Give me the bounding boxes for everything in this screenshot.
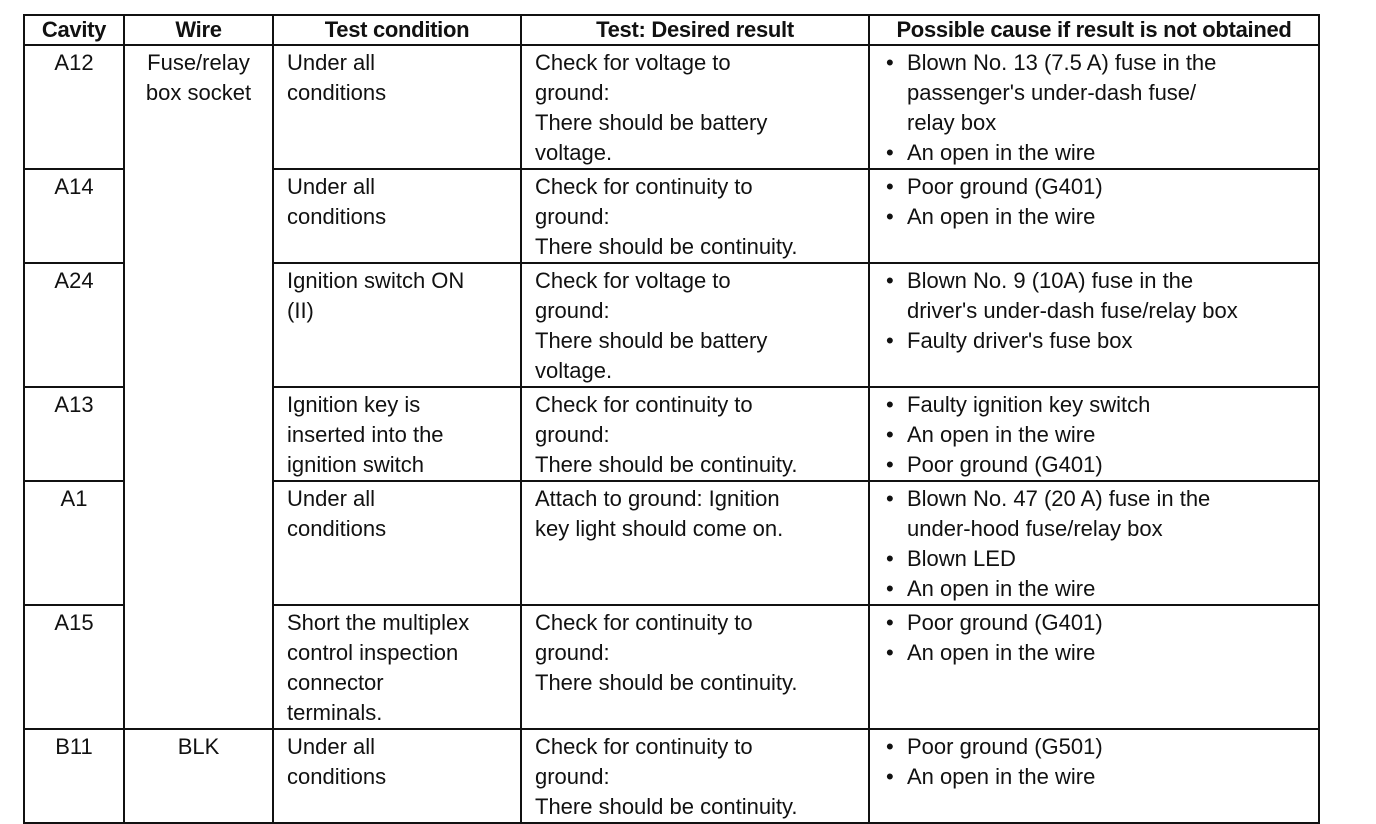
result-line: Check for continuity to: [535, 174, 753, 199]
cause-item: [884, 544, 1318, 574]
result-line: Check for continuity to: [535, 734, 753, 759]
result-line: ground:: [535, 298, 610, 323]
result-line: There should be continuity.: [535, 452, 798, 477]
cause-item: [884, 484, 1318, 544]
condition-line: (II): [287, 298, 314, 323]
bullet-icon: •: [886, 50, 894, 75]
cavity-cell: A24: [24, 263, 124, 387]
cause-list: [884, 266, 1318, 356]
cause-line: An open in the wire: [907, 640, 1096, 665]
header-cavity: Cavity: [24, 15, 124, 45]
condition-line: connector: [287, 670, 384, 695]
cause-line: Poor ground (G501): [907, 734, 1103, 759]
possible-cause-cell: [869, 605, 1319, 729]
cause-item: [884, 172, 1318, 202]
test-condition-cell: [273, 729, 521, 823]
cause-line: Faulty ignition key switch: [907, 392, 1151, 417]
result-line: ground:: [535, 80, 610, 105]
cause-item: [884, 638, 1318, 668]
condition-line: Under all: [287, 734, 376, 759]
condition-line: inserted into the: [287, 422, 444, 447]
cause-item: [884, 390, 1318, 420]
bullet-icon: •: [886, 610, 894, 635]
cause-item: [884, 450, 1318, 480]
bullet-icon: •: [886, 452, 894, 477]
wire-cell: [124, 45, 273, 729]
condition-line: Ignition key is: [287, 392, 421, 417]
possible-cause-cell: [869, 263, 1319, 387]
result-line: voltage.: [535, 140, 613, 165]
bullet-icon: •: [886, 422, 894, 447]
result-line: key light should come on.: [535, 516, 784, 541]
cause-line: Blown No. 9 (10A) fuse in the: [907, 268, 1194, 293]
cause-line: Blown No. 13 (7.5 A) fuse in the: [907, 50, 1217, 75]
result-line: Check for continuity to: [535, 392, 753, 417]
bullet-icon: •: [886, 140, 894, 165]
test-condition-cell: [273, 45, 521, 169]
condition-line: conditions: [287, 80, 387, 105]
bullet-icon: •: [886, 174, 894, 199]
condition-line: Under all: [287, 174, 376, 199]
condition-line: ignition switch: [287, 452, 424, 477]
cause-line: Poor ground (G401): [907, 610, 1103, 635]
wire-label-line: box socket: [145, 80, 252, 105]
result-line: There should be continuity.: [535, 794, 798, 819]
header-wire: Wire: [124, 15, 273, 45]
condition-line: terminals.: [287, 700, 383, 725]
cause-item: [884, 762, 1318, 792]
wire-label-line: Fuse/relay: [147, 50, 250, 75]
cause-line: Blown No. 47 (20 A) fuse in the: [907, 486, 1211, 511]
cause-line: An open in the wire: [907, 140, 1096, 165]
result-line: voltage.: [535, 358, 613, 383]
condition-line: Ignition switch ON: [287, 268, 465, 293]
cause-item: [884, 138, 1318, 168]
cause-item: [884, 326, 1318, 356]
desired-result-cell: [521, 605, 869, 729]
possible-cause-cell: [869, 387, 1319, 481]
condition-line: Under all: [287, 50, 376, 75]
cause-item: [884, 608, 1318, 638]
bullet-icon: •: [886, 576, 894, 601]
header-test-condition: Test condition: [273, 15, 521, 45]
bullet-icon: •: [886, 392, 894, 417]
cause-list: [884, 48, 1318, 168]
wire-cell: BLK: [124, 729, 273, 823]
possible-cause-cell: [869, 729, 1319, 823]
result-line: ground:: [535, 422, 610, 447]
desired-result-cell: [521, 729, 869, 823]
result-line: ground:: [535, 204, 610, 229]
cause-item: [884, 574, 1318, 604]
test-condition-cell: [273, 169, 521, 263]
header-row: [24, 15, 1319, 45]
cause-line: An open in the wire: [907, 422, 1096, 447]
desired-result-cell: [521, 169, 869, 263]
cause-line: passenger's under-dash fuse/: [907, 80, 1197, 105]
cavity-cell: A15: [24, 605, 124, 729]
possible-cause-cell: [869, 169, 1319, 263]
diagnostic-table: [23, 14, 1320, 824]
desired-result-cell: [521, 387, 869, 481]
cause-line: Poor ground (G401): [907, 174, 1103, 199]
desired-result-cell: [521, 263, 869, 387]
test-condition-cell: [273, 387, 521, 481]
condition-line: conditions: [287, 516, 387, 541]
desired-result-cell: [521, 45, 869, 169]
possible-cause-cell: [869, 45, 1319, 169]
cause-item: [884, 420, 1318, 450]
result-line: Check for voltage to: [535, 50, 731, 75]
result-line: Attach to ground: Ignition: [535, 486, 780, 511]
cause-line: An open in the wire: [907, 204, 1096, 229]
bullet-icon: •: [886, 268, 894, 293]
cause-line: Poor ground (G401): [907, 452, 1103, 477]
cause-list: [884, 390, 1318, 480]
result-line: ground:: [535, 640, 610, 665]
cause-line: Blown LED: [907, 546, 1016, 571]
result-line: There should be battery: [535, 328, 768, 353]
cavity-cell: A13: [24, 387, 124, 481]
bullet-icon: •: [886, 486, 894, 511]
cause-item: [884, 732, 1318, 762]
header-desired-result: Test: Desired result: [521, 15, 869, 45]
table-row: [24, 729, 1319, 823]
condition-line: control inspection: [287, 640, 459, 665]
result-line: There should be continuity.: [535, 234, 798, 259]
possible-cause-cell: [869, 481, 1319, 605]
cause-list: [884, 732, 1318, 792]
cavity-cell: A12: [24, 45, 124, 169]
cause-line: relay box: [907, 110, 997, 135]
cause-line: An open in the wire: [907, 576, 1096, 601]
cause-line: An open in the wire: [907, 764, 1096, 789]
condition-line: Short the multiplex: [287, 610, 470, 635]
cause-line: Faulty driver's fuse box: [907, 328, 1133, 353]
cause-line: driver's under-dash fuse/relay box: [907, 298, 1238, 323]
result-line: ground:: [535, 764, 610, 789]
test-condition-cell: [273, 605, 521, 729]
bullet-icon: •: [886, 328, 894, 353]
header-possible-cause: Possible cause if result is not obtained: [869, 15, 1319, 45]
table-header: [24, 15, 1319, 45]
condition-line: Under all: [287, 486, 376, 511]
cause-line: under-hood fuse/relay box: [907, 516, 1163, 541]
table-body: [24, 45, 1319, 823]
result-line: Check for continuity to: [535, 610, 753, 635]
test-condition-cell: [273, 481, 521, 605]
bullet-icon: •: [886, 640, 894, 665]
result-line: There should be battery: [535, 110, 768, 135]
test-condition-cell: [273, 263, 521, 387]
cavity-cell: A1: [24, 481, 124, 605]
result-line: There should be continuity.: [535, 670, 798, 695]
bullet-icon: •: [886, 764, 894, 789]
bullet-icon: •: [886, 204, 894, 229]
cause-item: [884, 202, 1318, 232]
cause-item: [884, 266, 1318, 326]
cavity-cell: A14: [24, 169, 124, 263]
bullet-icon: •: [886, 546, 894, 571]
cause-list: [884, 172, 1318, 232]
cause-item: [884, 48, 1318, 138]
table-row: [24, 45, 1319, 169]
result-line: Check for voltage to: [535, 268, 731, 293]
cause-list: [884, 484, 1318, 604]
cause-list: [884, 608, 1318, 668]
condition-line: conditions: [287, 764, 387, 789]
condition-line: conditions: [287, 204, 387, 229]
bullet-icon: •: [886, 734, 894, 759]
cavity-cell: B11: [24, 729, 124, 823]
desired-result-cell: [521, 481, 869, 605]
